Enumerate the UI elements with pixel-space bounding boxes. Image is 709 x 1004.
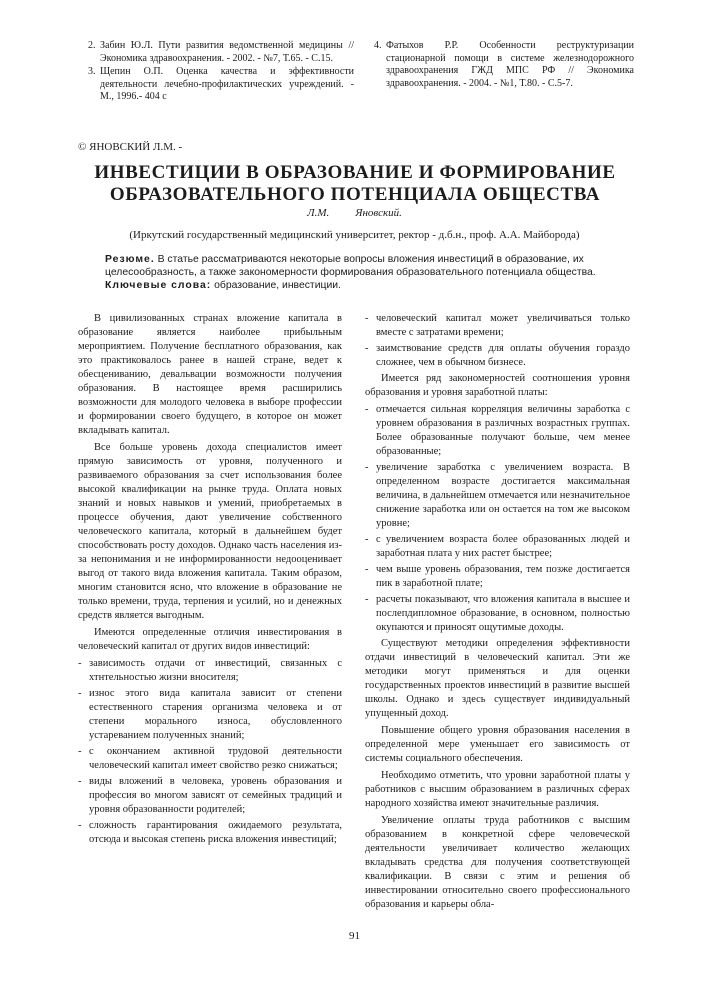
keywords-label: Ключевые слова: (105, 280, 212, 291)
list-item-text: виды вложений в человека, уровень образования и профессия во многом зависят от семейных традиций и уровня образованности родителей; (89, 776, 342, 815)
list-item: - чем выше уровень образования, тем позже достигается пик в заработной плате; (365, 564, 630, 589)
body-paragraph: Все больше уровень дохода специалистов имеет прямую зависимость от уровня, полученного и развиваемого образования за счет использования более высокой квалификации на рынке труда. Оплата новых знаний и новых навыков и умений, приобретаемых в процессе обучения, дают увеличение собственного человеческого капитала, который в дальнейшем будет способствовать росту доходов. Однако часть населения из-за непонимания и не информированности недооценивает выгод от такого вида вложения капитала. Таким образом, многим становится ясно, что вложение в образование не только времени, труда, терпения и усилий, но и денежных средств является выгодным. (78, 442, 343, 621)
list-item: - увеличение заработка с увеличением возраста. В определенном возрасте достигается максимальная величина, в дальнейшем отмечается или незначительное снижение заработка или он остается на том же высоком уровне; (365, 462, 630, 529)
body-paragraph: Увеличение оплаты труда работников с высшим образованием в конкретной сфере человеческой деятельности увеличивает количество желающих вкладывать средства для получения соответствующей квалификации. В связи с этим и решения об инвестировании относительно своего профессионального образования и карьеры обла- (365, 815, 630, 910)
list-item: - виды вложений в человека, уровень образования и профессия во многом зависят от семейных традиций и уровня образованности родителей; (78, 776, 342, 815)
list-item: - зависимость отдачи от инвестиций, связанных с хтнтельностью жизни вносителя; (78, 658, 342, 683)
resume-paragraph (105, 253, 610, 279)
body-paragraph: В цивилизованных странах вложение капитала в образование является наиболее прибыльным мероприятием. Получение бесплатного образования, как это практиковалось ранее в нашей стране, ведет к обесцениванию, девальвации возможности получения образования. В настоящее время расширились возможности для молодого человека в выборе профессии и формировании своего будущего, в которое он может вкладывать капитал. (78, 313, 342, 436)
reference-number: 3. (88, 66, 96, 78)
list-item: - с увеличением возраста более образованных людей и заработная плата у них растет быстрее; (365, 534, 630, 559)
article-title: ИНВЕСТИЦИИ В ОБРАЗОВАНИЕ И ФОРМИРОВАНИЕ ОБРАЗОВАТЕЛЬНОГО ПОТЕНЦИАЛА ОБЩЕСТВА (94, 162, 616, 205)
list-item-text: человеческий капитал может увеличиваться только вместе с затратами времени; (376, 313, 630, 338)
body-column-left (78, 312, 342, 849)
list-item: - отмечается сильная корреляция величины заработка с уровнем образования в различных возрастных группах. Более образованные получают больше, чем менее образованные; (365, 404, 630, 457)
keywords-text: образование, инвестиции. (214, 280, 341, 291)
list-item: - заимствование средств для оплаты обучения гораздо сложнее, чем в обычном бизнесе. (365, 343, 630, 368)
list-item-text: с увеличением возраста более образованных людей и заработная плата у них растет быстрее; (376, 534, 630, 559)
copyright-line: © ЯНОВСКИЙ Л.М. - (78, 141, 183, 153)
author-line (0, 207, 709, 219)
list-item: - сложность гарантирования ожидаемого результата, отсюда и высокая степень риска вложения инвестиций; (78, 820, 342, 845)
page-number: 91 (349, 930, 360, 942)
references-right (374, 40, 634, 91)
body-paragraph: Повышение общего уровня образования населения в определенной мере уменьшает его зависимость от системы социального обеспечения. (365, 725, 630, 764)
list-item-text: сложность гарантирования ожидаемого результата, отсюда и высокая степень риска вложения инвестиций; (89, 820, 342, 845)
list-item: - износ этого вида капитала зависит от степени естественного старения организма человека и от степени морального износа, обусловленного устареванием полученных знаний; (78, 688, 342, 741)
list-item-text: заимствование средств для оплаты обучения гораздо сложнее, чем в обычном бизнесе. (376, 343, 630, 368)
reference-text: Забин Ю.Л. Пути развития ведомственной медицины // Экономика здравоохранения. - 2002. - №7, Т.65. - С.15. (100, 40, 354, 64)
reference-text: Щепин О.П. Оценка качества и эффективности деятельности лечебно-профилактических учреждений. - М., 1996.- 404 с (100, 66, 354, 103)
list-item-text: увеличение заработка с увеличением возраста. В определенном возрасте достигается максимальная величина, в дальнейшем отмечается или незначительное снижение заработка или он остается на том же высоком уровне; (376, 462, 630, 529)
list-item-text: зависимость отдачи от инвестиций, связанных с хтнтельностью жизни вносителя; (89, 658, 342, 683)
list-item-text: расчеты показывают, что вложения капитала в высшее и послепдипломное образование, в основном, полностью окупаются и приносят ощутимые доходы. (376, 594, 630, 633)
body-column-right (365, 312, 630, 915)
body-paragraph: Имеется ряд закономерностей соотношения уровня образования и уровня заработной платы: (365, 373, 630, 398)
affiliation: (Иркутский государственный медицинский университет, ректор - д.б.н., проф. А.А. Майборода) (129, 229, 580, 241)
reference-item (374, 40, 634, 90)
author-initials: Л.М. (307, 207, 330, 219)
reference-text: Фатыхов Р.Р. Особенности реструктуризации стационарной помощи в системе железнодорожного здравоохранения ГЖД МПС РФ // Экономика здравоохранения. - 2004. - №1, Т.80. - С.5-7. (386, 40, 634, 89)
list-item: - с окончанием активной трудовой деятельности человеческий капитал имеет свойство резко снижаться; (78, 746, 342, 771)
body-paragraph: Существуют методики определения эффективности отдачи инвестиций в человеческий капитал. Эти же методики могут применяться и для оценки государственных проектов инвестиций в развитие высшей школы. Однако и здесь существует индивидуальный упущенный доход. (365, 638, 630, 719)
reference-number: 2. (88, 40, 96, 51)
keywords-paragraph (105, 279, 610, 292)
resume-label: Резюме. (105, 254, 155, 265)
list-item: - человеческий капитал может увеличиваться только вместе с затратами времени; (365, 313, 630, 338)
list-item-text: отмечается сильная корреляция величины заработка с уровнем образования в различных возрастных группах. Более образованные получают больше, чем менее образованные; (376, 404, 630, 457)
body-paragraph: Имеются определенные отличия инвестирования в человеческий капитал от других видов инвестиций: (78, 627, 342, 652)
list-item-text: износ этого вида капитала зависит от степени естественного старения организма человека и от степени морального износа, обусловленного устареванием полученных знаний; (89, 688, 342, 741)
reference-item (88, 40, 354, 65)
body-paragraph: Необходимо отметить, что уровни заработной платы у работников с высшим образованием в различных сферах народного хозяйства имеют значительные различия. (365, 770, 630, 809)
reference-number: 4. (374, 40, 382, 51)
list-item: - расчеты показывают, что вложения капитала в высшее и послепдипломное образование, в основном, полностью окупаются и приносят ощутимые доходы. (365, 594, 630, 633)
abstract (105, 253, 610, 292)
reference-item (88, 66, 354, 104)
list-item-text: с окончанием активной трудовой деятельности человеческий капитал имеет свойство резко снижаться; (89, 746, 342, 771)
list-item-text: чем выше уровень образования, тем позже достигается пик в заработной плате; (376, 564, 630, 589)
references-left (88, 40, 354, 105)
author-surname: Яновский. (355, 207, 402, 219)
resume-text: В статье рассматриваются некоторые вопросы вложения инвестиций в образование, их целесообразность, а также закономерности формирования образовательного потенциала общества. (105, 254, 596, 278)
